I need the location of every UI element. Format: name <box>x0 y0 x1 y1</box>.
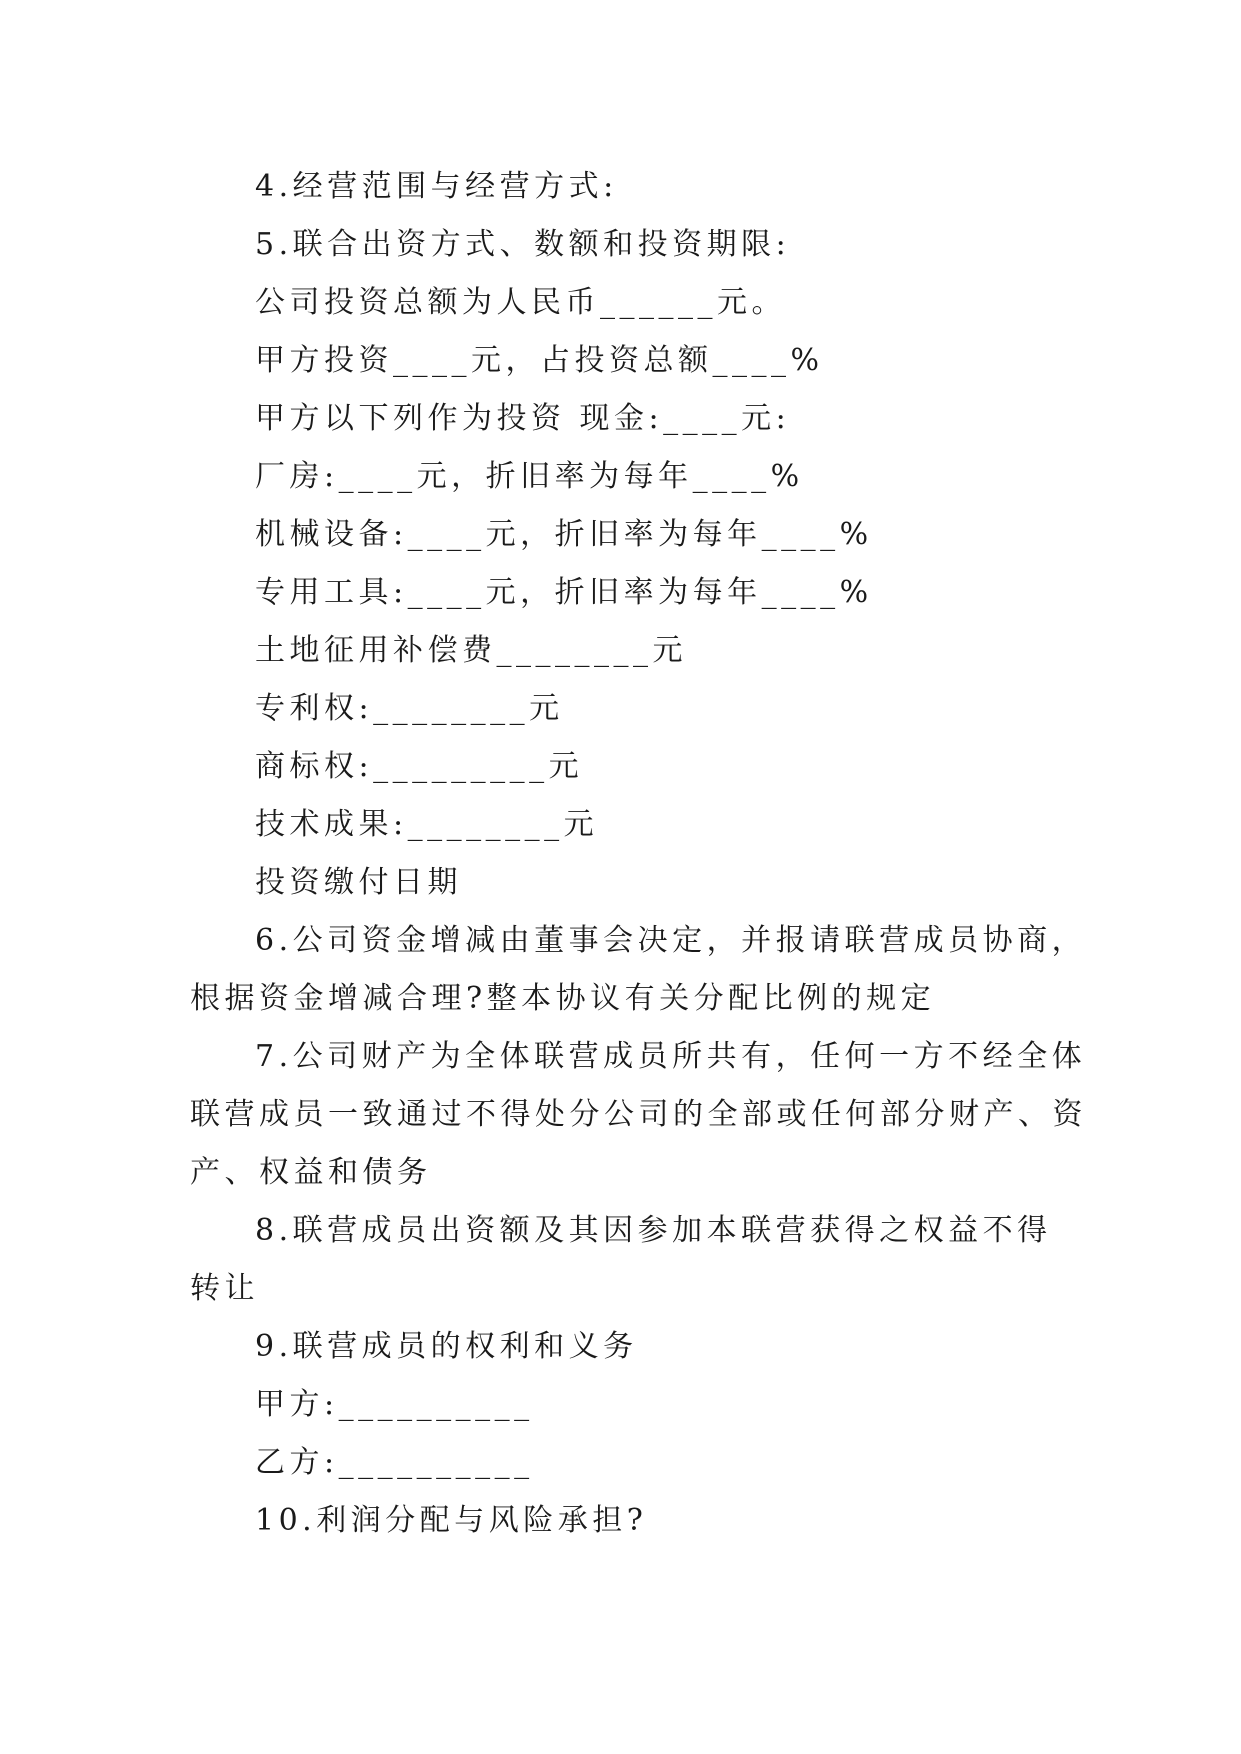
clause-9-heading: 9.联营成员的权利和义务 <box>255 1329 638 1364</box>
clause-6-line-2: 根据资金增减合理?整本协议有关分配比例的规定 <box>190 981 936 1016</box>
clause-6-line-1: 6.公司资金增减由董事会决定，并报请联营成员协商， <box>255 923 1087 958</box>
land-compensation-line: 土地征用补偿费________元 <box>255 633 687 668</box>
clause-7-line-3: 产、权益和债务 <box>190 1155 432 1190</box>
clause-4-heading: 4.经营范围与经营方式: <box>255 169 618 204</box>
clause-8-line-1: 8.联营成员出资额及其因参加本联营获得之权益不得 <box>255 1213 1052 1248</box>
payment-date-line: 投资缴付日期 <box>255 865 462 900</box>
clause-7-line-2: 联营成员一致通过不得处分公司的全部或任何部分财产、资 <box>190 1097 1087 1132</box>
party-a-investment-line: 甲方投资____元，占投资总额____% <box>255 343 824 378</box>
document-body <box>190 158 1087 1550</box>
clause-5-heading: 5.联合出资方式、数额和投资期限: <box>255 227 791 262</box>
party-a-cash-line: 甲方以下列作为投资 现金:____元: <box>255 401 791 436</box>
total-investment-line: 公司投资总额为人民币______元。 <box>255 285 786 320</box>
factory-line: 厂房:____元，折旧率为每年____% <box>255 459 804 494</box>
clause-7-line-1: 7.公司财产为全体联营成员所共有，任何一方不经全体 <box>255 1039 1087 1074</box>
special-tools-line: 专用工具:____元，折旧率为每年____% <box>255 575 873 610</box>
technology-line: 技术成果:________元 <box>255 807 599 842</box>
clause-8-line-2: 转让 <box>190 1271 259 1306</box>
patent-line: 专利权:________元 <box>255 691 564 726</box>
party-b-line: 乙方:__________ <box>255 1445 534 1480</box>
clause-10-heading: 10.利润分配与风险承担? <box>255 1503 648 1538</box>
trademark-line: 商标权:_________元 <box>255 749 584 784</box>
party-a-line: 甲方:__________ <box>255 1387 534 1422</box>
machinery-line: 机械设备:____元，折旧率为每年____% <box>255 517 873 552</box>
